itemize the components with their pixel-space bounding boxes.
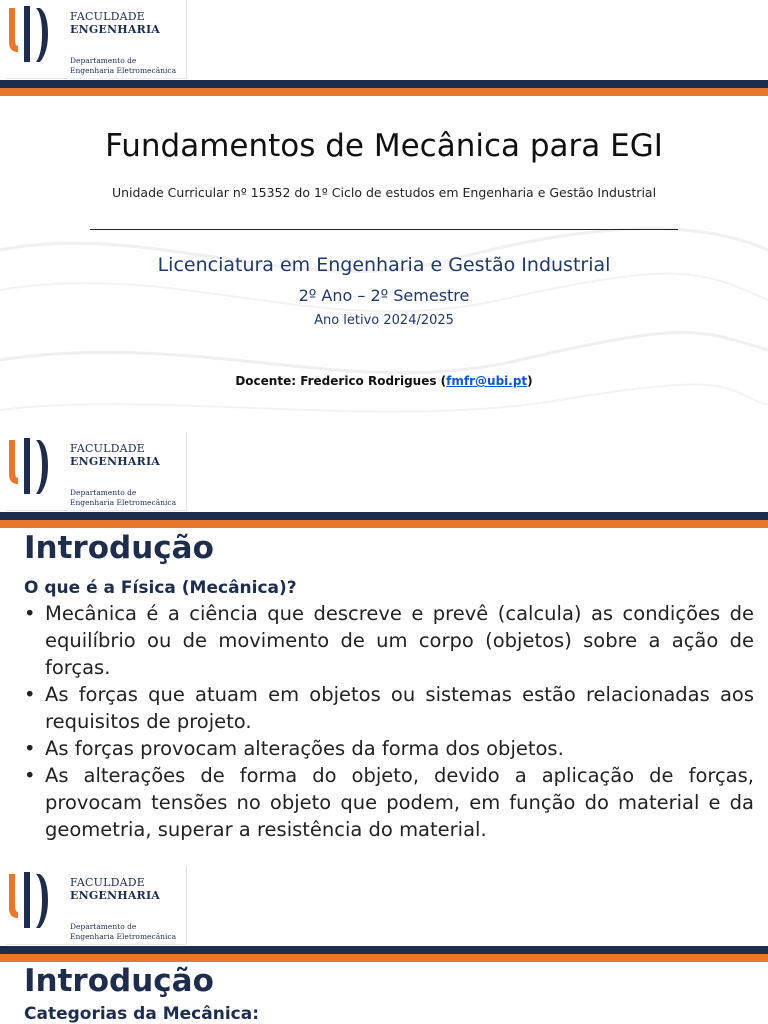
year-semester: 2º Ano – 2º Semestre: [298, 286, 470, 305]
header-band-orange: [0, 954, 768, 962]
faculty-logo: [6, 0, 187, 79]
header-band-navy: [0, 946, 768, 954]
faculty-name: [70, 10, 160, 36]
faculty-line1: FACULDADE: [70, 10, 146, 23]
bullet-text: Mecânica é a ciência que descreve e prevê (calcula) as condições de equilíbrio ou de movimento de um corpo (objetos) sobre a ação de forças.: [45, 602, 754, 679]
list-item: [24, 681, 754, 735]
bullet-text: As forças que atuam em objetos ou sistemas estão relacionadas aos requisitos de projeto.: [45, 683, 754, 733]
header-band-orange: [0, 88, 768, 96]
dept-line1: Departamento de: [70, 488, 137, 497]
course-title: Fundamentos de Mecânica para EGI: [105, 128, 663, 164]
slide-subheading: O que é a Física (Mecânica)?: [24, 578, 297, 598]
slide-introduction-categories: [0, 866, 768, 1024]
ubi-logo-icon: [6, 870, 66, 936]
bullet-text: As alterações de forma do objeto, devido a aplicação de forças, provocam tensões no objeto que podem, em função do material e da geometria, superar a resistência do material.: [45, 764, 754, 841]
slide-introduction: [0, 432, 768, 866]
dept-line2: Engenharia Eletromecânica: [70, 498, 177, 507]
lecturer-email-link[interactable]: fmfr@ubi.pt: [446, 374, 528, 388]
faculty-line2: ENGENHARIA: [70, 889, 161, 902]
faculty-name: [70, 442, 160, 468]
faculty-name: [70, 876, 160, 902]
dept-line2: Engenharia Eletromecânica: [70, 932, 177, 941]
bullet-text: As forças provocam alterações da forma dos objetos.: [45, 737, 564, 760]
lecturer-suffix: ): [527, 374, 533, 388]
dept-line1: Departamento de: [70, 56, 137, 65]
lecturer-info: [0, 374, 768, 388]
list-item: [24, 600, 754, 681]
department-name: [70, 488, 176, 508]
slide-heading: Introdução: [24, 963, 214, 999]
department-name: [70, 56, 176, 76]
academic-year: Ano letivo 2024/2025: [314, 313, 454, 328]
bullet-icon: •: [24, 683, 36, 706]
list-item: [24, 762, 754, 843]
faculty-line1: FACULDADE: [70, 876, 146, 889]
slide-heading: Introdução: [24, 530, 214, 566]
faculty-line1: FACULDADE: [70, 442, 146, 455]
faculty-logo: [6, 432, 187, 511]
dept-line1: Departamento de: [70, 922, 137, 931]
slide-subheading: Categorias da Mecânica:: [24, 1004, 260, 1024]
bullet-icon: •: [24, 764, 36, 787]
bullet-list: [24, 600, 754, 843]
header-band-orange: [0, 520, 768, 528]
bullet-icon: •: [24, 602, 36, 625]
faculty-line2: ENGENHARIA: [70, 23, 161, 36]
faculty-logo: [6, 866, 187, 945]
slide-title: [0, 0, 768, 432]
divider: [90, 229, 678, 230]
course-subtitle: Unidade Curricular nº 15352 do 1º Ciclo de estudos em Engenharia e Gestão Industrial: [111, 185, 657, 200]
dept-line2: Engenharia Eletromecânica: [70, 66, 177, 75]
list-item: [24, 735, 754, 762]
header-band-navy: [0, 512, 768, 520]
faculty-line2: ENGENHARIA: [70, 455, 161, 468]
bullet-icon: •: [24, 737, 36, 760]
ubi-logo-icon: [6, 436, 66, 502]
degree-name: Licenciatura em Engenharia e Gestão Industrial: [157, 254, 611, 276]
lecturer-name: Docente: Frederico Rodrigues (: [235, 374, 447, 388]
department-name: [70, 922, 176, 942]
header-band-navy: [0, 80, 768, 88]
ubi-logo-icon: [6, 4, 66, 70]
